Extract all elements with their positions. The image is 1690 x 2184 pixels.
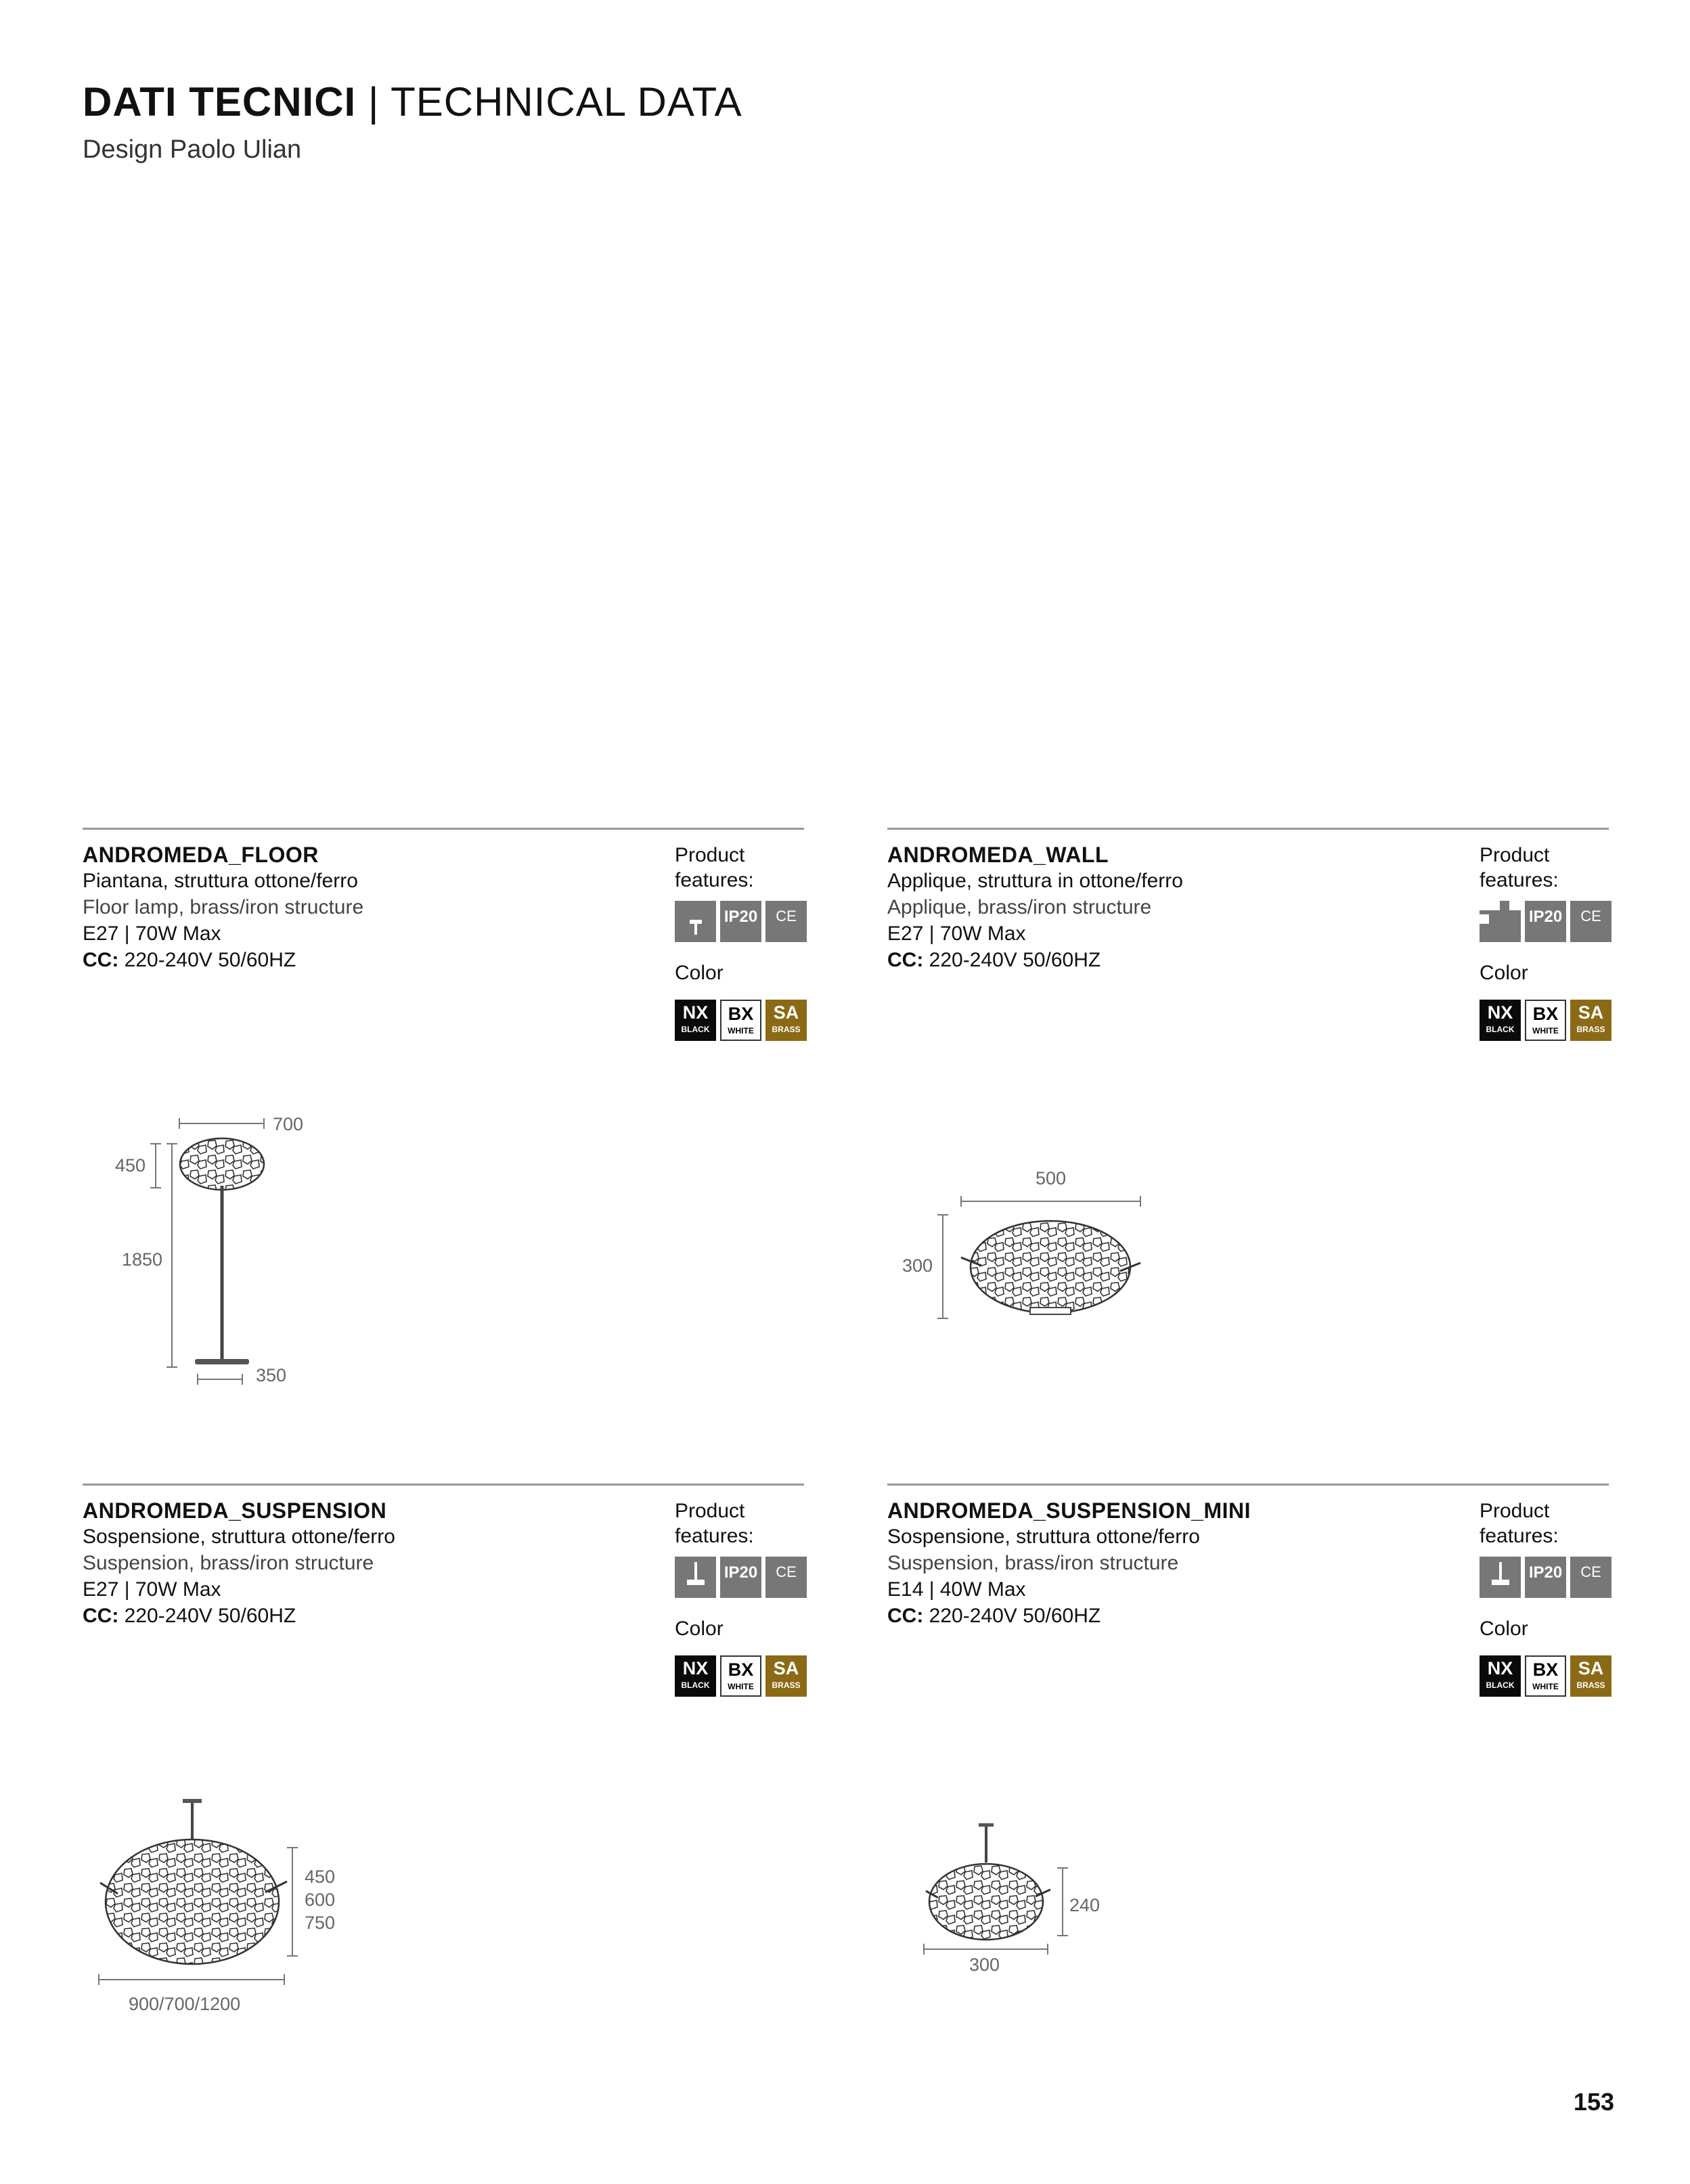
ip-rating: IP20 [1528,908,1563,926]
product-block-suspension-mini [887,1484,1609,1727]
color-swatches [1480,1655,1611,1697]
power-spec: E27 | 70W Max [83,1578,221,1601]
swatch-code: BX [1532,1659,1559,1680]
divider [83,1484,804,1486]
wall-lamp-icon [1480,901,1521,942]
swatch-code: NX [1487,1002,1513,1023]
product-name: ANDROMEDA_SUSPENSION [83,1498,387,1523]
dim-wall-width: 500 [1036,1168,1067,1188]
color-swatches [1480,1000,1611,1041]
voltage-spec [83,949,296,972]
swatch-black [675,1000,716,1041]
color-swatches [675,1000,807,1041]
swatch-name: BRASS [772,1025,801,1034]
suspension-lamp-icon [1480,1557,1521,1598]
ce-mark: CE [1580,908,1601,924]
dim-mini-height: 240 [1069,1895,1100,1915]
cc-label: CC: [887,949,924,971]
title-separator: | [368,79,380,125]
feature-icons [1480,901,1611,942]
swatch-code: NX [1487,1658,1513,1678]
suspension-mini-drawing [920,1821,1069,1963]
swatch-name: WHITE [1532,1026,1559,1035]
ce-mark-icon [1570,901,1611,942]
ip20-icon [1525,901,1566,942]
product-block-suspension [83,1484,804,1727]
product-block-floor [83,828,804,1071]
dim-floor-base: 350 [256,1365,287,1385]
product-features-label [1480,843,1559,893]
swatch-white [1525,1655,1566,1697]
ip20-icon [720,1557,761,1598]
swatch-black [675,1655,716,1697]
swatch-brass [765,1655,807,1697]
ce-mark-icon [765,901,807,942]
swatch-brass [765,1000,807,1041]
swatch-code: SA [773,1002,799,1023]
color-label: Color [675,1618,724,1640]
description-english: Applique, brass/iron structure [887,896,1152,918]
swatch-code: BX [728,1659,754,1680]
dim-suspension-width: 900/700/1200 [129,1994,241,2014]
swatch-white [1525,1000,1566,1041]
product-name: ANDROMEDA_FLOOR [83,843,319,867]
description-italian: Sospensione, struttura ottone/ferro [887,1525,1200,1548]
cc-label: CC: [887,1605,924,1627]
swatch-code: BX [728,1004,754,1024]
divider [83,828,804,830]
swatch-name: BRASS [1576,1025,1605,1034]
dim-floor-total-height: 1850 [122,1249,163,1270]
product-features-label [1480,1498,1559,1548]
color-label: Color [1480,1618,1528,1640]
cc-value: 220-240V 50/60HZ [929,1605,1101,1627]
feature-icons [1480,1557,1611,1598]
swatch-white [720,1000,761,1041]
swatch-black [1480,1000,1521,1041]
cc-label: CC: [83,949,119,971]
color-label: Color [1480,962,1528,984]
features-label-line1: Product [675,1500,745,1522]
ce-mark: CE [1580,1563,1601,1580]
dim-floor-head-height: 450 [115,1155,146,1176]
color-label: Color [675,962,724,984]
swatch-name: WHITE [728,1682,754,1691]
cc-label: CC: [83,1605,119,1627]
floor-lamp-icon [675,901,716,942]
power-spec: E27 | 70W Max [83,922,221,945]
suspension-lamp-icon [675,1557,716,1598]
ip-rating: IP20 [724,1563,758,1582]
features-label-line2: features: [1480,869,1559,891]
dim-wall-height: 300 [902,1255,933,1276]
swatch-name: WHITE [728,1026,754,1035]
page-number: 153 [1573,2088,1614,2116]
power-spec: E27 | 70W Max [887,922,1026,945]
power-spec: E14 | 40W Max [887,1578,1026,1601]
swatch-code: SA [773,1658,799,1678]
ce-mark: CE [776,908,797,924]
ce-mark-icon [765,1557,807,1598]
ip-rating: IP20 [1528,1563,1563,1582]
swatch-code: SA [1578,1002,1604,1023]
product-name: ANDROMEDA_WALL [887,843,1109,867]
divider [887,1484,1609,1486]
swatch-name: BLACK [1486,1025,1515,1034]
ce-mark: CE [776,1563,797,1580]
features-label-line2: features: [1480,1525,1559,1547]
ip20-icon [1525,1557,1566,1598]
divider [887,828,1609,830]
features-label-line1: Product [1480,844,1550,866]
voltage-spec [887,1605,1100,1628]
dim-suspension-h1: 450 [305,1867,336,1887]
page-title [83,79,742,125]
description-italian: Piantana, struttura ottone/ferro [83,870,358,892]
features-label-line1: Product [1480,1500,1550,1522]
dim-suspension-h2: 600 [305,1890,336,1910]
title-english: TECHNICAL DATA [391,79,742,125]
ip-rating: IP20 [724,908,758,926]
product-features-label [675,843,754,893]
swatch-name: WHITE [1532,1682,1559,1691]
swatch-code: NX [682,1002,709,1023]
swatch-code: SA [1578,1658,1604,1678]
swatch-code: NX [682,1658,709,1678]
swatch-black [1480,1655,1521,1697]
features-label-line1: Product [675,844,745,866]
swatch-white [720,1655,761,1697]
color-swatches [675,1655,807,1697]
suspension-lamp-drawing [88,1793,305,1990]
description-english: Suspension, brass/iron structure [83,1552,374,1574]
ip20-icon [720,901,761,942]
title-italian: DATI TECNICI [83,79,357,125]
swatch-name: BLACK [681,1680,710,1690]
cc-value: 220-240V 50/60HZ [124,1605,296,1627]
voltage-spec [83,1605,296,1628]
designer-credit: Design Paolo Ulian [83,135,302,164]
product-block-wall [887,828,1609,1071]
cc-value: 220-240V 50/60HZ [124,949,296,971]
description-english: Floor lamp, brass/iron structure [83,896,364,918]
dim-mini-width: 300 [969,1955,1000,1975]
features-label-line2: features: [675,1525,754,1547]
voltage-spec [887,949,1100,972]
swatch-brass [1570,1000,1611,1041]
ce-mark-icon [1570,1557,1611,1598]
product-features-label [675,1498,754,1548]
features-label-line2: features: [675,869,754,891]
swatch-brass [1570,1655,1611,1697]
feature-icons [675,1557,807,1598]
description-italian: Sospensione, struttura ottone/ferro [83,1525,395,1548]
swatch-name: BRASS [772,1680,801,1690]
dim-floor-width: 700 [273,1114,304,1134]
description-english: Suspension, brass/iron structure [887,1552,1179,1574]
swatch-name: BRASS [1576,1680,1605,1690]
cc-value: 220-240V 50/60HZ [929,949,1101,971]
swatch-code: BX [1532,1004,1559,1024]
product-name: ANDROMEDA_SUSPENSION_MINI [887,1498,1251,1523]
swatch-name: BLACK [681,1025,710,1034]
feature-icons [675,901,807,942]
swatch-name: BLACK [1486,1680,1515,1690]
description-italian: Applique, struttura in ottone/ferro [887,870,1183,892]
dim-suspension-h3: 750 [305,1913,336,1933]
wall-lamp-drawing [934,1178,1164,1340]
